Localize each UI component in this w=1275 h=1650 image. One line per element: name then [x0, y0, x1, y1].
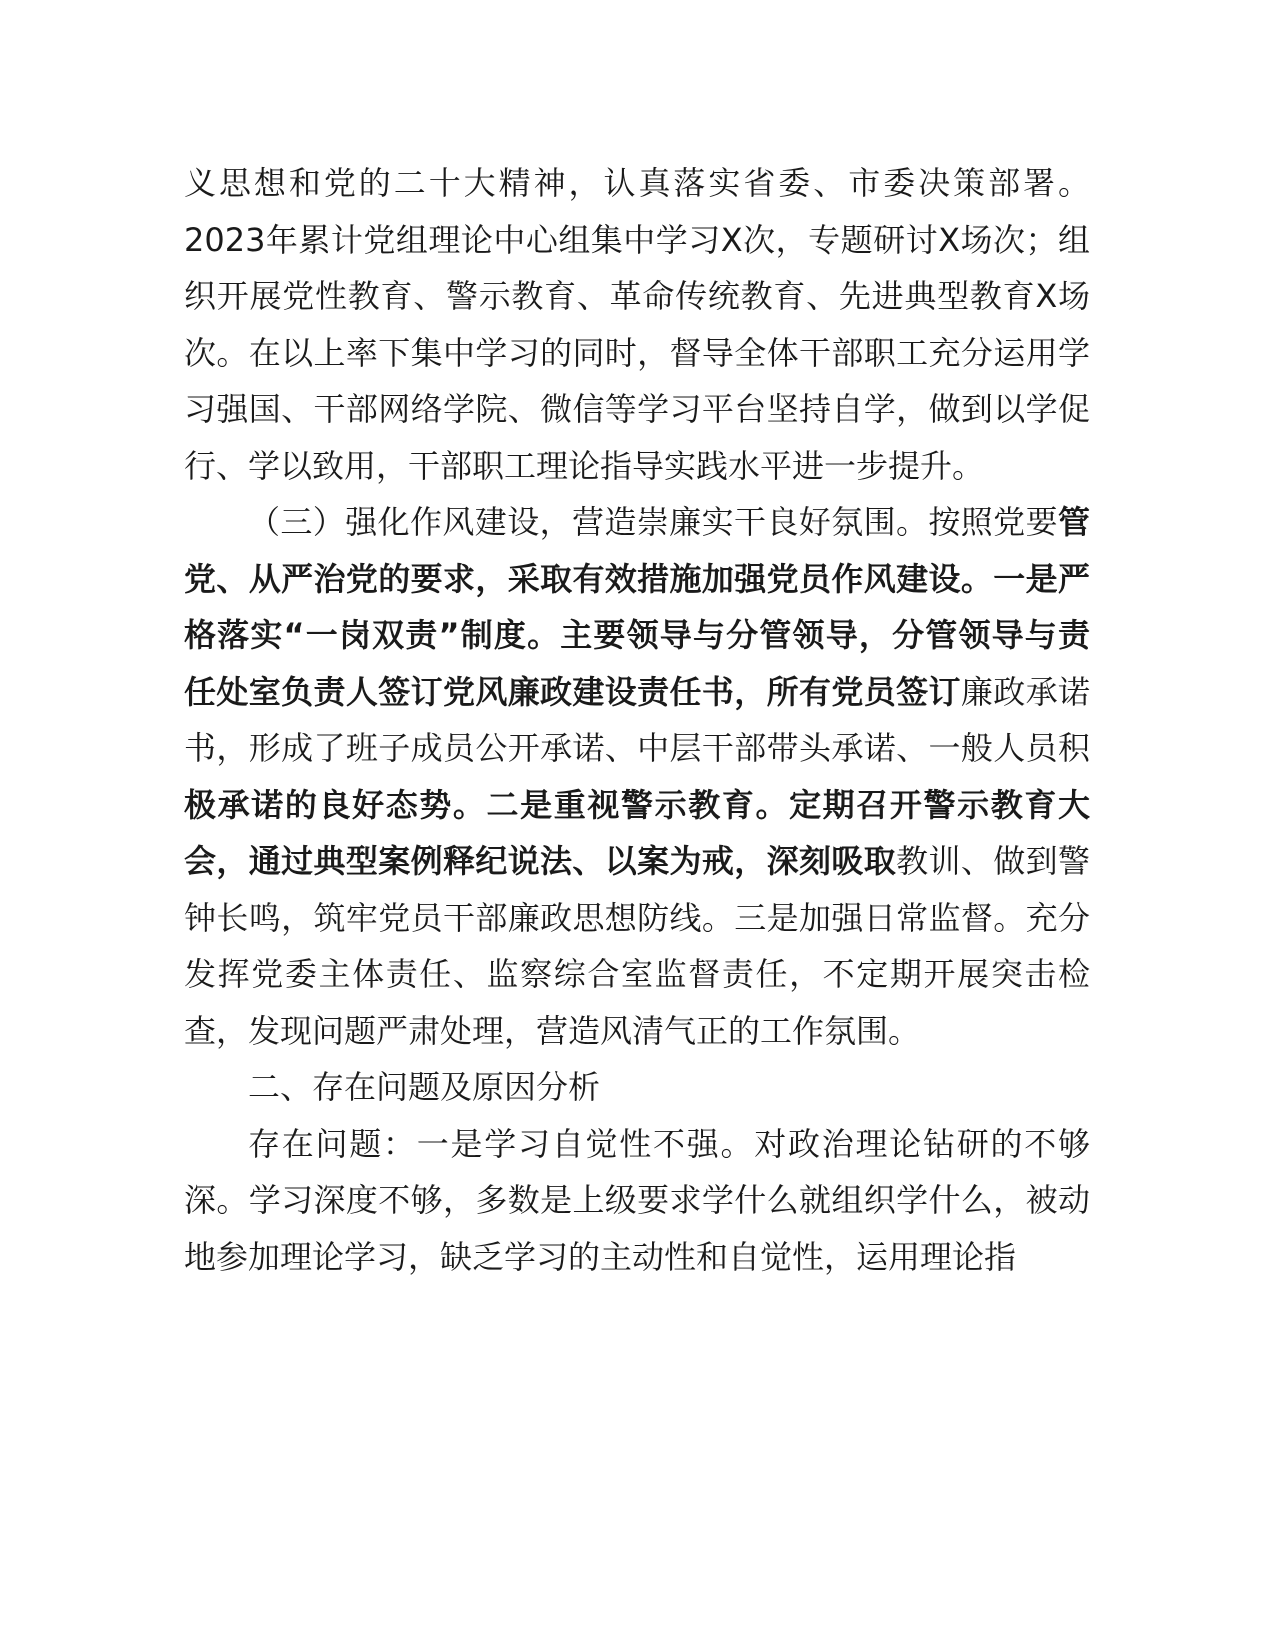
paragraph-problems-text: 存在问题：一是学习自觉性不强。对政治理论钻研的不够深。学习深度不够，多数是上级要求学什么就组织学什么，被动地参加理论学习，缺乏学习的主动性和自觉性，运用理论指 [184, 1124, 1090, 1276]
paragraph-work-style-mid: 廉政承诺书，形成了班子成员公开承诺、中层干部带头承诺、一般人员积 [184, 672, 1090, 767]
paragraph-work-style-bold-2: 极承诺的良好态势。二是重视警示教育。定期召开警示教育大会，通过典型案例释纪说法、以案为戒，深刻吸取 [184, 785, 1090, 880]
paragraph-work-style [184, 494, 1090, 1059]
paragraph-study-summary-text: 义思想和党的二十大精神，认真落实省委、市委决策部署。2023年累计党组理论中心组集中学习X次，专题研讨X场次；组织开展党性教育、警示教育、革命传统教育、先进典型教育X场次。在以上率下集中学习的同时，督导全体干部职工充分运用学习强国、干部网络学院、微信等学习平台坚持自学，做到以学促行、学以致用，干部职工理论指导实践水平进一步提升。 [184, 164, 1090, 485]
paragraph-work-style-tail: 教训、做到警钟长鸣，筑牢党员干部廉政思想防线。三是加强日常监督。充分发挥党委主体责任、监察综合室监督责任，不定期开展突击检查，发现问题严肃处理，营造风清气正的工作氛围。 [184, 842, 1090, 1050]
paragraph-work-style-lead: （三）强化作风建设，营造崇廉实干良好氛围。按照党要 [248, 503, 1058, 541]
section-heading-problems [184, 1059, 1090, 1116]
paragraph-work-style-bold-1: 管党、从严治党的要求，采取有效措施加强党员作风建设。一是严格落实“一岗双责”制度。主要领导与分管领导，分管领导与责任处室负责人签订党风廉政建设责任书，所有党员签订 [184, 503, 1090, 711]
paragraph-study-summary [184, 155, 1090, 494]
document-body [184, 155, 1090, 1285]
paragraph-problems [184, 1116, 1090, 1286]
section-heading-problems-text: 二、存在问题及原因分析 [248, 1068, 601, 1106]
